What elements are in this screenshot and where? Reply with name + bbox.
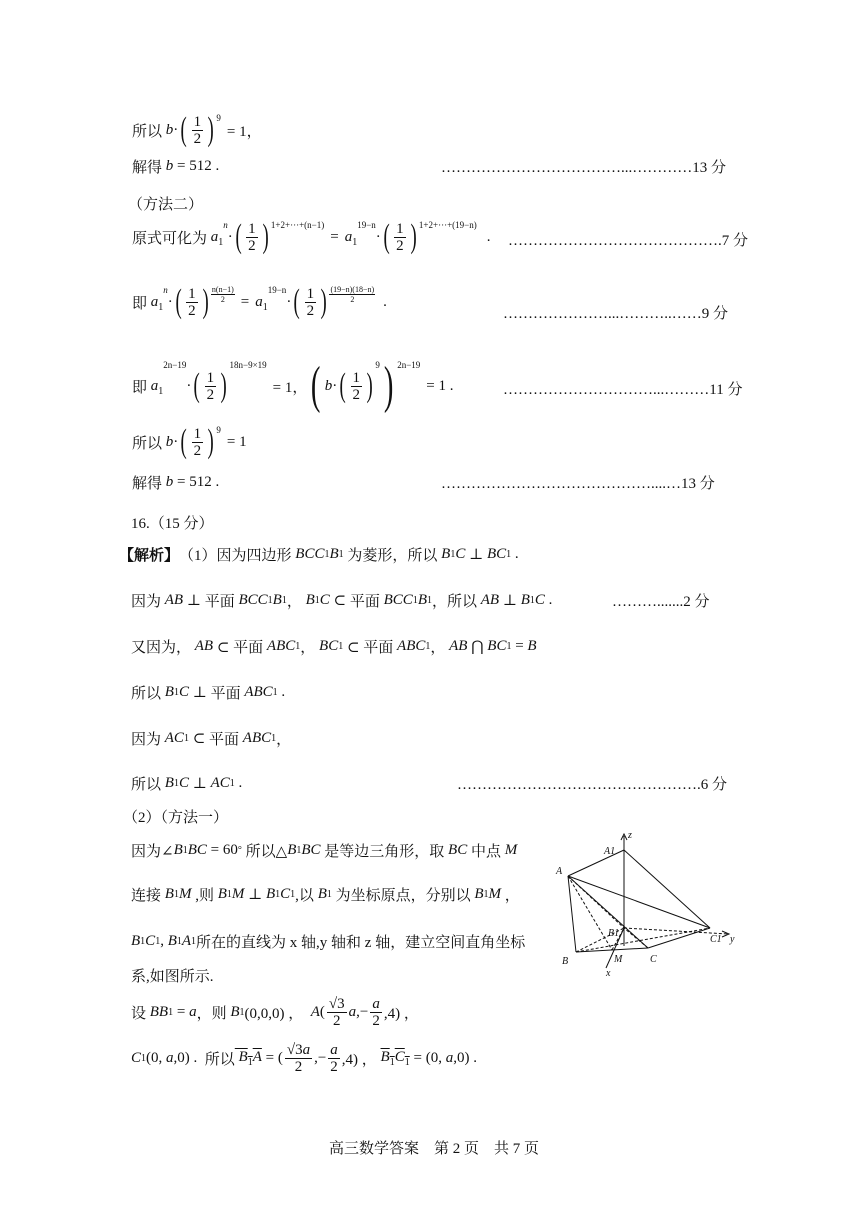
text: 即 <box>132 295 148 312</box>
label-A1: A1 <box>604 846 616 857</box>
text: 所以△ <box>245 844 288 860</box>
score-13: ………………………………...…………13 分 <box>441 160 727 176</box>
score-7: …………………………………….7 分 <box>508 233 749 249</box>
text: ，所以 <box>431 594 477 610</box>
score-2: ……….......2 分 <box>612 594 710 610</box>
part2-line6: C 1 (0, a ,0) . 所以 $B_1A$ = ( $\frac{√3a}{2}$ ,− $\frac{a}{2}$ ,4) ， $B_1C_1$ = (0, a ,0) . <box>131 1042 477 1075</box>
text: = 512 . <box>177 158 220 174</box>
part2-line3: B 1 C 1 , B 1 A 1 所在的直线为 x 轴,y 轴和 z 轴，建立空间直角坐标 <box>131 933 526 951</box>
text: 中点 <box>470 844 501 860</box>
line-ie-1: 即 a $_1$ n · ( $\frac{1}{2}$ ) $\frac{n(n-1)}{2}$ = a $_1$ 19−n · ( $\frac{1}{2}$ ) $\frac{(19-n)(18-n)}{2}$ . <box>132 283 387 320</box>
text: 所以 <box>131 686 162 702</box>
text: 是等边三角形，取 <box>324 844 445 860</box>
line-solve-b: 解得 b = 512 . <box>132 158 220 176</box>
exponent-numerator: (19−n)(18−n) <box>330 285 375 294</box>
text: ， <box>286 594 302 610</box>
score-13: ……………………………………....…13 分 <box>441 476 715 492</box>
text: 所以 <box>131 777 162 793</box>
label-C: C <box>650 954 657 965</box>
exponent: 2n−19 <box>397 360 421 370</box>
text: . <box>383 293 387 310</box>
text: = 512 . <box>177 474 220 490</box>
exponent-denominator: 2 <box>220 295 225 304</box>
exponent: 18n−9×19 <box>229 360 267 370</box>
line-so-b: 所以 b · ( $\frac{1}{2}$ ) 9 = 1， <box>132 111 262 148</box>
text: 为坐标原点，分别以 <box>335 888 471 904</box>
text: 平面 <box>349 594 380 610</box>
exponent-numerator: n(n−1) <box>211 285 234 294</box>
solution-part1-line6: 所以 B 1 C ⊥ AC 1 . <box>131 775 243 793</box>
part2-line4: 系,如图所示. <box>131 969 214 985</box>
solution-label: 【解析】 <box>119 548 180 564</box>
text: = 1 <box>226 433 247 450</box>
text: ,以 <box>295 888 314 904</box>
part2-heading: （2）（方法一） <box>123 810 229 826</box>
text: 所在的直线为 x 轴,y 轴和 z 轴，建立空间直角坐标 <box>196 935 526 951</box>
text: = 1， <box>226 123 262 140</box>
solution-part1-line3: 又因为， AB ⊂ 平面 ABC 1 ， BC 1 ⊂ 平面 ABC 1 ， AB ⋂ BC 1 = B <box>131 638 537 656</box>
text: 解得 <box>132 476 163 492</box>
solution-part1-line4: 所以 B 1 C ⊥ 平面 ABC 1 . <box>131 684 286 702</box>
part2-line2: 连接 B 1 M ,则 B 1 M ⊥ B 1 C 1 ,以 B 1 为坐标原点，分别以 B 1 M ， <box>131 886 520 904</box>
part2-line1: 因为∠ B 1 BC = 60 ° 所以△ B 1 BC 是等边三角形，取 BC 中点 M <box>131 842 518 860</box>
text: 所以 <box>132 123 163 140</box>
page-footer: 高三数学答案 第 2 页 共 7 页 <box>328 1141 539 1157</box>
label-x: x <box>606 968 611 978</box>
text: 因为 <box>131 732 162 748</box>
solution-part1-line5: 因为 AC 1 ⊂ 平面 ABC 1 ， <box>131 730 292 748</box>
text: 即 <box>132 379 148 396</box>
text: 所以 <box>204 1052 235 1068</box>
text: 设 <box>131 1006 147 1022</box>
text: 所以 <box>132 435 163 452</box>
score-9: …………………...………..……9 分 <box>503 306 729 322</box>
exponent: 2n−19 <box>163 360 187 370</box>
line-rewrite: 原式可化为 a $_1$ n · ( $\frac{1}{2}$ ) 1+2+···+(n−1) = a $_1$ 19−n · ( $\frac{1}{2}$ ) 1+2+···+(19−n) . <box>132 218 491 255</box>
solution-part1-line2: 因为 AB ⊥ 平面 BCC 1 B 1 ， B 1 C ⊂ 平面 BCC 1 B 1 ，所以 AB ⊥ B 1 C . <box>131 592 553 610</box>
text: 连接 <box>131 888 162 904</box>
text: ，则 <box>196 1006 227 1022</box>
text: 平面 <box>204 594 235 610</box>
line-ie-2: 即 a $_1$ 2n−19 · ( $\frac{1}{2}$ ) 18n−9×19 = 1， ( b · ( $\frac{1}{2}$ ) 9 ) 2n−19 = 1 . <box>132 357 454 414</box>
text: 解得 <box>132 160 163 176</box>
exponent: 1+2+···+(19−n) <box>418 220 477 230</box>
geometry-figure <box>548 828 748 978</box>
solution-part1-line1: 【解析】 （1）因为四边形 BCC 1 B 1 为菱形，所以 B 1 C ⊥ BC 1 . <box>119 546 519 564</box>
text: ,则 <box>195 888 214 904</box>
text: = 1， <box>272 379 308 396</box>
text: 原式可化为 <box>132 230 208 247</box>
exponent-denominator: 2 <box>350 295 355 304</box>
line-so-b-2: 所以 b · ( $\frac{1}{2}$ ) 9 = 1 <box>132 423 247 460</box>
text: 为菱形，所以 <box>347 548 438 564</box>
label-z: z <box>628 830 632 841</box>
text: 因为 <box>131 594 162 610</box>
label-A: A <box>556 866 563 877</box>
label-M: M <box>614 954 623 965</box>
score-11: …………………………...………11 分 <box>503 382 743 398</box>
label-B: B <box>562 956 569 967</box>
text: . <box>486 228 491 245</box>
text: （1）因为四边形 <box>179 548 292 564</box>
text: 又因为， <box>131 640 192 656</box>
exponent: 1+2+···+(n−1) <box>270 220 325 230</box>
text: 平面 <box>210 686 241 702</box>
part2-line5: 设 BB 1 = a ，则 B 1 (0,0,0) ， A ( $\frac{√3}{2}$ a ,− $\frac{a}{2}$ ,4) ， <box>131 996 419 1029</box>
text: 因为∠ <box>131 844 174 860</box>
method-2-heading: （方法二） <box>128 197 204 213</box>
text: 平面 <box>209 732 240 748</box>
label-C1: C1 <box>710 934 722 945</box>
question-16-heading: 16.（15 分） <box>131 516 214 532</box>
label-B1: B1 <box>608 928 620 939</box>
label-y: y <box>730 934 735 945</box>
text: = 1 . <box>426 377 454 394</box>
score-6: ………………………………………….6 分 <box>457 777 728 793</box>
line-solve-b-2: 解得 b = 512 . <box>132 474 220 492</box>
